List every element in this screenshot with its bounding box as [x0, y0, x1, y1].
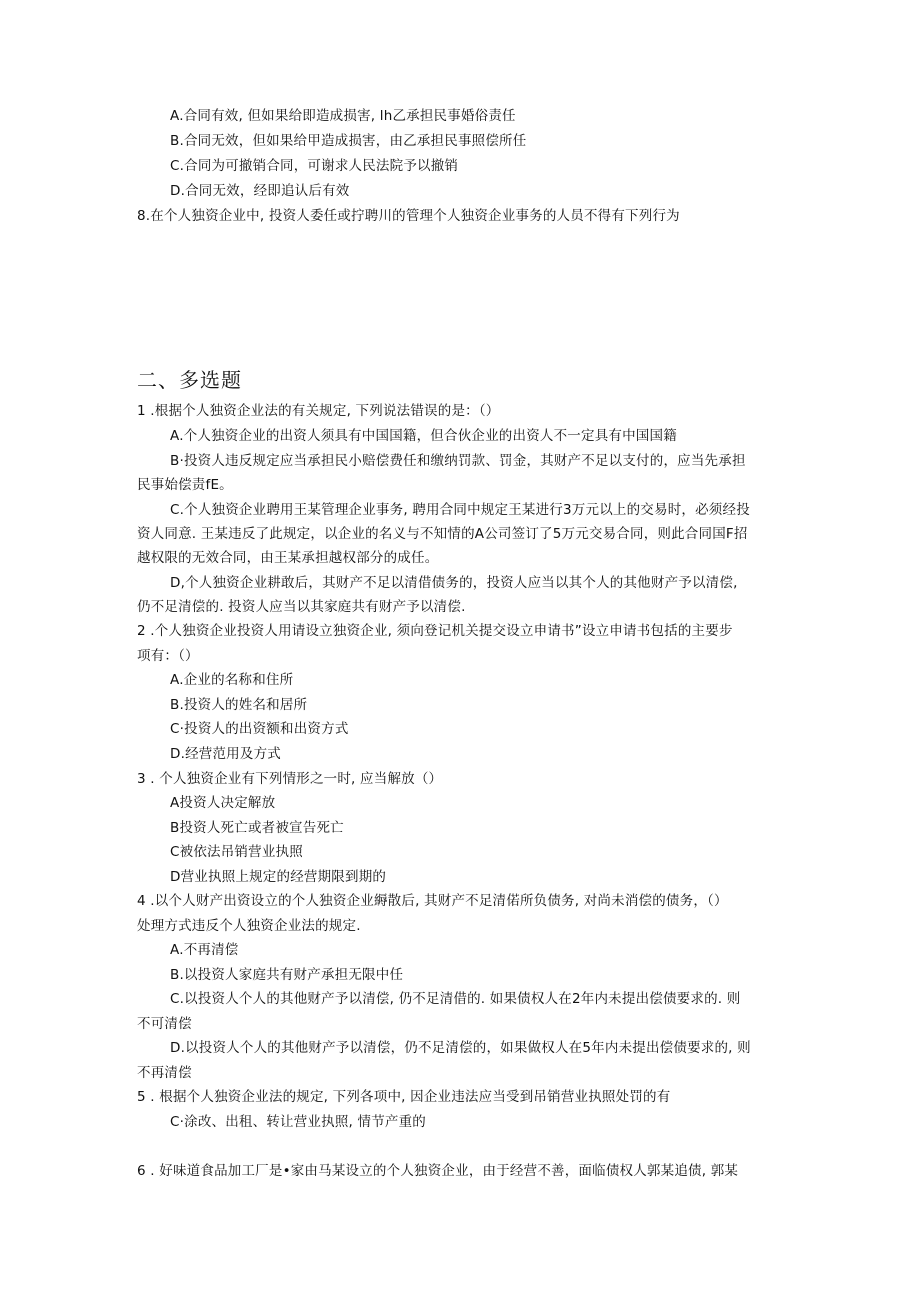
option-b: B.合同无效，但如果给甲造成损害，由乙承担民事照偿所任 — [170, 133, 527, 149]
option-d: D营业执照上规定的经营期限到期的 — [170, 869, 387, 885]
question-stem: 5 . 根据个人独资企业法的规定, 下列各项中, 因企业违法应当受到吊销营业执照处罚的有 — [137, 1089, 671, 1105]
question-8: 8.在个人独资企业中, 投资人委任或拧聘川的管理个人独资企业事务的人员不得有下列行为 — [137, 208, 680, 224]
question-stem-cont: 项有：（） — [137, 648, 199, 664]
option-a: A.合同有效, 但如果给即造成损害, lh乙承担民事婚俗责任 — [170, 108, 516, 124]
option-c-cont: 资人同意. 王某违反了此规定，以企业的名义与不知情的A公司签订了5万元交易合同，则此合同国F招 — [137, 526, 748, 542]
option-b: B.以投资人家庭共有财产承担无限中任 — [170, 967, 404, 983]
option-b: B·投资人违反规定应当承担民小赔偿费任和缴纳罚款、罚金，其财产不足以支付的，应当先承担 — [170, 453, 746, 469]
option-d: D,个人独资企业耕敢后，其财产不足以清借债务的，投资人应当以其个人的其他财产予以清偿, — [170, 575, 738, 591]
option-a: A.个人独资企业的出资人须具有中国国籍，但合伙企业的出资人不一定具有中国国籍 — [170, 428, 677, 444]
option-d: D.以投资人个人的其他财产予以清偿，仍不足清偿的，如果做权人在5年内未提出偿债要求的, 则 — [170, 1040, 751, 1056]
option-a: A.企业的名称和住所 — [170, 672, 294, 688]
option-c-cont: 越权限的无效合同，由王某承担越权部分的成任。 — [137, 550, 439, 566]
option-a: A投资人决定解放 — [170, 795, 276, 811]
option-b: B投资人死亡或者被宣告死亡 — [170, 820, 344, 836]
option-c: C.以投资人个人的其他财产予以清偿, 仍不足清借的. 如果债权人在2年内未提出偿债要求的. 则 — [170, 991, 741, 1007]
option-c: C.个人独资企业聘用王某管理企业事务, 聘用合同中规定王某进行3万元以上的交易时，必须经投 — [170, 502, 750, 518]
option-b-cont: 民事始偿责fE。 — [137, 477, 233, 493]
option-c: C.合同为可撤销合同，可谢求人民法院予以撤销 — [170, 158, 459, 174]
option-b: B.投资人的姓名和居所 — [170, 697, 308, 713]
option-a: A.不再清偿 — [170, 942, 239, 958]
option-d: D.合同无效，经即追认后有效 — [170, 183, 350, 199]
option-c: C·涂改、出租、转让营业执照, 情节产重的 — [170, 1114, 426, 1130]
option-c-cont: 不可清偿 — [137, 1016, 192, 1032]
option-d-cont: 不再清偿 — [137, 1065, 192, 1081]
question-stem: 2 .个人独资企业投资人用请设立独资企业, 须向登记机关提交设立申请书”设立申请书包括的主要步 — [137, 623, 733, 639]
question-stem: 6 . 好味道食品加工厂是•家由马某设立的个人独资企业，由于经营不善，面临债权人郭某追债, 郭某 — [137, 1163, 739, 1179]
question-stem: 4 .以个人财产出资设立的个人独资企业縟散后, 其财产不足清偌所负债务, 对尚未消偿的债务，（） — [137, 893, 728, 909]
question-stem: 1 .根据个人独资企业法的有关规定, 下列说法错误的是：（） — [137, 403, 500, 419]
option-c: C·投资人的出资额和出资方式 — [170, 721, 349, 737]
option-d-cont: 仍不足清偿的. 投资人应当以其家庭共有财产予以清偿. — [137, 599, 466, 615]
question-stem: 3 . 个人独资企业有下列情形之一时, 应当解放（） — [137, 771, 443, 787]
option-d: D.经营范用及方式 — [170, 746, 281, 762]
question-stem-cont: 处理方式违反个人独资企业法的规定. — [137, 918, 361, 934]
section-heading: 二、多选题 — [137, 368, 242, 392]
option-c: C被依法吊销营业执照 — [170, 844, 303, 860]
